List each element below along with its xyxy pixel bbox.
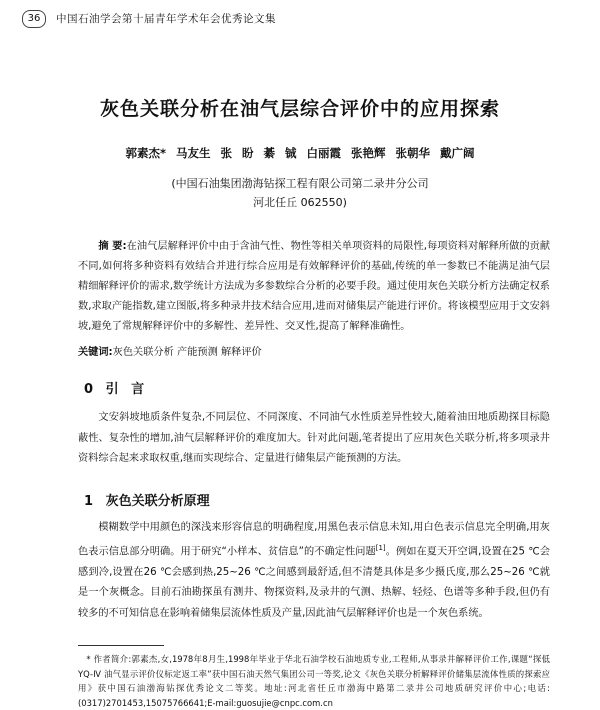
affiliation-line-1: (中国石油集团渤海钻探工程有限公司第二录井分公司 bbox=[171, 177, 429, 190]
page-number: 36 bbox=[22, 10, 46, 28]
author-list: 郭素杰* 马友生 张 盼 綦 铖 白丽霞 张艳辉 张朝华 戴广阔 bbox=[125, 146, 475, 160]
abstract bbox=[78, 237, 550, 337]
section-1-paragraph bbox=[78, 518, 550, 624]
section-heading-0 bbox=[84, 378, 144, 397]
abstract-label: 摘 要: bbox=[98, 241, 127, 252]
running-title: 中国石油学会第十届青年学术年会优秀论文集 bbox=[56, 13, 276, 25]
keywords-label: 关键词: bbox=[78, 347, 113, 358]
section-number-0: 0 bbox=[84, 382, 94, 397]
abstract-text: 在油气层解释评价中由于含油气性、物性等相关单项资料的局限性,每项资料对解释所做的贡献不同,如何将多种资料有效结合并进行综合应用是有效解释评价的基础,传统的单一参数已不能满足油气层精细解释评价的需求,数学统计方法成为多参数综合分析的必要手段。通过使用灰色关联分析方法确定权系数,求取产能指数,建立图版,将多种录井技术结合应用,进而对储集层产能进行评价。将该模型应用于文安斜坡,避免了常规解释评价中的多解性、差异性、交叉性,提高了解释准确性。 bbox=[78, 241, 551, 332]
footnote-divider bbox=[78, 645, 164, 646]
affiliation-line-2: 河北任丘 062550) bbox=[253, 196, 347, 209]
section-title-1: 灰色关联分析原理 bbox=[105, 494, 210, 509]
section-number-1: 1 bbox=[84, 494, 94, 509]
section-1-text-a: 模糊数学中用颜色的深浅来形容信息的明确程度,用黑色表示信息未知,用白色表示信息完全明确,用灰色表示信息部分明确。用于研究“小样本、贫信息”的不确定性问题 bbox=[78, 522, 550, 558]
citation-ref: [1] bbox=[375, 544, 386, 553]
paper-title: 灰色关联分析在油气层综合评价中的应用探索 bbox=[99, 98, 500, 120]
section-heading-1 bbox=[84, 490, 210, 509]
section-1-text-b: 。例如在夏天开空调,设置在25 ℃会感到冷,设置在26 ℃会感到热,25~26 ℃之间感到最舒适,但不清楚具体是多少摄氏度,那么25~26 ℃就是一个灰概念。目前石油勘探虽有测井、物探资料,及录井的气测、热解、轻烃、色谱等多种手段,但仍有较多的不可知信息在影响着储集层流体性质及产量,因此油气层解释评价也是一个灰色系统。 bbox=[78, 546, 550, 619]
author-footnote: * 作者简介:郭素杰,女,1978年8月生,1998年毕业于华北石油学校石油地质专业,工程师,从事录井解释评价工作,课题“探低 YQ-Ⅳ 油气显示评价仪标定返工率”获中国石油天然气集团公司一等奖,论文《灰色关联分析解释评价储集层流体性质的探索应用》获中国石油渤海钻探优秀论文二等奖。地址:河北省任丘市渤海中路第二录井公司地质研究评价中心;电话:(0317)2701453,15075766641;E-mail:guosujie@cnpc.com.cn bbox=[78, 654, 550, 708]
introduction-paragraph: 文安斜坡地质条件复杂,不同层位、不同深度、不同油气水性质差异性较大,随着油田地质勘探目标隐蔽性、复杂性的增加,油气层解释评价的难度加大。针对此问题,笔者提出了应用灰色关联分析,将多项录井资料综合起来求取权重,继而实现综合、定量进行储集层产能预测的方法。 bbox=[78, 412, 550, 464]
section-title-0: 引 言 bbox=[105, 382, 145, 397]
keywords-text: 灰色关联分析 产能预测 解释评价 bbox=[112, 347, 262, 358]
keywords bbox=[78, 343, 550, 363]
